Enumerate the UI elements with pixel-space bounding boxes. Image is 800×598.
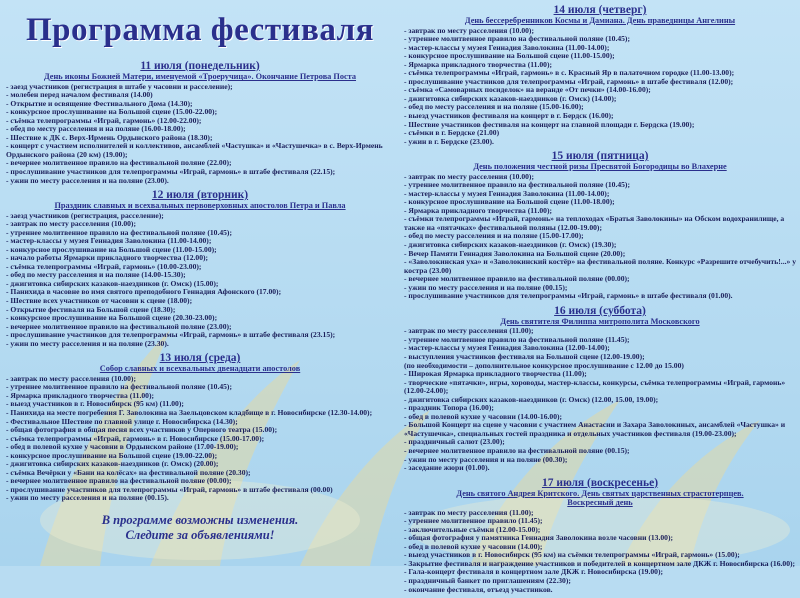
schedule-item: - утреннее молитвенное правило на фестивальной поляне (10.45);: [6, 227, 232, 237]
schedule-item: - утреннее молитвенное правило на фестивальной поляне (10.45);: [404, 180, 630, 190]
day-subtitle: День святого Андрея Критского. День святых царственных страстотерпцев.: [456, 488, 744, 498]
schedule-item: - заезд участников (регистрация, расселение);: [6, 210, 164, 220]
schedule-list: [404, 173, 796, 301]
schedule-item: - завтрак по месту расселения (11.00);: [404, 507, 534, 517]
schedule-item: - съёмка «Самоварных посиделок» на веранде «От печки» (14.00-16.00);: [404, 85, 651, 95]
day-heading: 14 июля (четверг): [553, 4, 647, 16]
schedule-item: (по необходимости – дополнительное конкурсное прослушивание с 12.00 до 15.00): [404, 360, 684, 370]
schedule-item: - завтрак по месту расселения (10.00);: [6, 219, 136, 229]
schedule-item: - концерт с участием исполнителей и коллективов, ансамблей «Частушка» и «Частушечка» в с. Верх-Ирмень Ордынского района (20 км) (19.00);: [6, 141, 383, 159]
schedule-item: - конкурсное прослушивание на Большой сцене (20.30-23.00);: [6, 313, 218, 323]
schedule-item: - обед по месту расселения и на поляне (15.00-17.00);: [404, 231, 584, 241]
day-july-12: [6, 189, 394, 348]
schedule-item: - ужин по месту расселения и на поляне (00.15).: [6, 493, 169, 503]
schedule-item: - заключительные съёмки (12.00-15.00);: [404, 524, 541, 534]
day-heading: 12 июля (вторник): [151, 189, 249, 202]
schedule-item: - прослушивание участников для телепрограммы «Играй, гармонь» в штабе фестиваля (00.00): [6, 484, 333, 494]
schedule-item: - вечернее молитвенное правило на фестивальной поляне (23.00);: [6, 321, 232, 331]
day-heading: 13 июля (среда): [159, 352, 241, 365]
schedule-list: [6, 375, 394, 503]
schedule-item: - общая фотография в общая песня всех участников у Оперного театра (15.00);: [6, 425, 278, 435]
day-july-14: [404, 4, 796, 146]
schedule-item: - завтрак по месту расселения (10.00);: [404, 25, 534, 35]
day-heading: 15 июля (пятница): [551, 150, 649, 163]
schedule-item: - мастер-классы у музея Геннадия Заволокина (11.00-14.00);: [404, 188, 610, 198]
schedule-item: - мастер-классы у музея Геннадия Заволокина (11.00-14.00);: [6, 236, 212, 246]
schedule-item: - Шествие всех участников от часовни к сцене (18.00);: [6, 296, 193, 306]
schedule-item: - выезд участников в г. Новосибирск (95 км) на съёмки телепрограммы «Играй, гармонь» (15.00);: [404, 550, 740, 560]
schedule-item: - обед по месту расселения и на поляне (16.00-18.00);: [6, 124, 186, 134]
schedule-item: - завтрак по месту расселения (10.00);: [404, 171, 534, 181]
schedule-item: - ужин по месту расселения и на поляне (00.30);: [404, 454, 568, 464]
schedule-item: - выступления участников фестиваля на Большой сцене (12.00-19.00);: [404, 352, 645, 361]
schedule-item: - выезд участников фестиваля на концерт в г. Бердск (16.00);: [404, 110, 614, 120]
schedule-item: - утреннее молитвенное правило на фестивальной поляне (10.45);: [6, 382, 232, 392]
schedule-item: - Вечер Памяти Геннадия Заволокина на Большой сцене (20.00);: [404, 248, 626, 258]
schedule-item: - заезд участников (регистрация в штабе у часовни и расселение);: [6, 81, 233, 91]
schedule-item: - прослушивание участников для телепрограммы «Играй, гармонь» в штабе фестиваля (22.15);: [6, 166, 336, 176]
day-subtitle: День положения честной ризы Пресвятой Богородицы во Влахерне: [473, 162, 727, 172]
schedule-item: - обед по месту расселения и на поляне (15.00-16.00);: [404, 102, 584, 112]
day-july-13: [6, 352, 394, 503]
schedule-item: - ужин по месту расселения и на поляне (23.00).: [6, 175, 169, 185]
schedule-item: - конкурсное прослушивание на Большой сцене (19.00-22.00);: [6, 450, 218, 460]
schedule-item: - молебен перед началом фестиваля (14.00): [6, 90, 153, 100]
page-title: Программа фестиваля: [25, 12, 375, 48]
schedule-item: - завтрак по месту расселения (11.00);: [404, 326, 534, 336]
schedule-item: - праздничный банкет по приглашениям (22.30);: [404, 576, 571, 586]
schedule-item: - утреннее молитвенное правило на фестивальной поляне (10.45);: [404, 34, 630, 44]
schedule-list: [404, 509, 796, 594]
schedule-item: - Открытие фестиваля на Большой сцене (18.30);: [6, 304, 176, 314]
schedule-item: - съёмка телепрограммы «Играй, гармонь» в г. Новосибирске (15.00-17.00);: [6, 433, 265, 443]
schedule-item: - Закрытие фестиваля и награждение участников и победителей в концертном зале ДКЖ г. Новосибирска (16.00);: [404, 558, 796, 568]
day-july-11: [6, 60, 394, 185]
schedule-item: - мастер-классы у музея Геннадия Заволокина (12.00-14.00);: [404, 343, 610, 353]
day-heading: 17 июля (воскресенье): [541, 476, 659, 489]
schedule-item: - конкурсное прослушивание на Большой сцене (11.00-15.00);: [6, 244, 217, 254]
schedule-item: - Ярмарка прикладного творчества (11.00);: [404, 59, 552, 69]
schedule-item: - праздник Топора (16.00);: [404, 403, 494, 413]
schedule-item: - съёмки в г. Бердске (21.00): [404, 128, 500, 138]
schedule-item: - съёмка телепрограммы «Играй, гармонь» в с. Красный Яр в палаточном городке (11.00-13.00);: [404, 68, 735, 78]
schedule-item: - обед в полевой кухне у часовни в Ордынском районе (17.00-19.00);: [6, 442, 239, 452]
schedule-item: - вечернее молитвенное правило на фестивальной поляне (00.00);: [6, 476, 232, 486]
schedule-list: [6, 83, 394, 186]
changes-note: [6, 513, 394, 543]
schedule-item: - конкурсное прослушивание на Большой сцене (11.00-18.00);: [404, 197, 615, 207]
schedule-item: - прослушивание участников для телепрограммы «Играй, гармонь» в штабе фестиваля (23.15);: [6, 330, 336, 340]
note-line: В программе возможны изменения.: [101, 513, 299, 528]
schedule-item: - прослушивание участников для телепрограммы «Играй, гармонь» в штабе фестиваля (12.00);: [404, 76, 734, 86]
schedule-item: - творческие «пятачки», игры, хороводы, мастер-классы, конкурсы, съёмка телепрограммы «Играй, гармонь» (12.00-24.00);: [404, 377, 786, 396]
schedule-item: - обед по месту расселения и на поляне (14.00-15.30);: [6, 270, 186, 280]
schedule-list: [404, 27, 796, 147]
schedule-item: - мастер-классы у музея Геннадия Заволокина (11.00-14.00);: [404, 42, 610, 52]
schedule-item: - утреннее молитвенное правило (11.45);: [404, 516, 543, 526]
schedule-item: - обед в полевой кухне у часовни (14.00-16.00);: [404, 411, 563, 421]
schedule-item: - вечернее молитвенное правило на фестивальной поляне (22.00);: [6, 158, 232, 168]
schedule-item: - конкурсное прослушивание на Большой сцене (15.00-22.00);: [6, 107, 218, 117]
schedule-item: - ужин по месту расселения и на поляне (00.15);: [404, 282, 568, 292]
schedule-item: - Широкая Ярмарка прикладного творчества (11.00);: [404, 369, 587, 379]
right-column: [404, 4, 796, 598]
schedule-item: - окончание фестиваля, отъезд участников.: [404, 584, 553, 594]
schedule-item: - джигитовка сибирских казаков-наездников (г. Омск) (15.00);: [6, 278, 219, 288]
schedule-item: - джигитовка сибирских казаков-наездников (г. Омск) (19.30);: [404, 240, 617, 250]
schedule-item: - Ярмарка прикладного творчества (11.00);: [6, 390, 154, 400]
schedule-item: - обед в полевой кухне у часовни (14.00);: [404, 541, 543, 551]
schedule-item: - Шествие участников фестиваля на концерт на главной площади г. Бердска (19.00);: [404, 119, 695, 129]
schedule-item: - вечернее молитвенное правило на фестивальной поляне (00.15);: [404, 446, 630, 456]
schedule-item: - джигитовка сибирских казаков-наездников (г. Омск) (12.00, 15.00, 19.00);: [404, 394, 659, 404]
schedule-item: - Фестивальное Шествие по главной улице г. Новосибирска (14.30);: [6, 416, 238, 426]
schedule-item: - прослушивание участников для телепрограммы «Играй, гармонь» в штабе фестиваля (01.00).: [404, 291, 733, 301]
schedule-item: - съёмка Вечёрки у «Бани на колёсах» на фестивальной поляне (20.30);: [6, 467, 251, 477]
day-subtitle: Собор славных и всехвальных двенадцати апостолов: [99, 364, 301, 374]
note-line: Следите за объявлениями!: [125, 528, 275, 543]
day-subtitle: Праздник славных и всехвальных первоверховных апостолов Петра и Павла: [54, 201, 346, 211]
schedule-item: - съёмка телепрограммы «Играй, гармонь» (12.00-22.00);: [6, 115, 202, 125]
day-subtitle: День иконы Божией Матери, именуемой «Троеручица». Окончание Петрова Поста: [43, 72, 357, 81]
schedule-item: - «Заволокинская уха» и «Заволокинский костёр» на фестивальной поляне. Конкурс «Разрешите отчебучить!...» у костра (23.00): [404, 257, 796, 275]
schedule-item: - утреннее молитвенное правило на фестивальной поляне (11.45);: [404, 334, 630, 344]
schedule-item: - Панихида в часовне во имя святого преподобного Геннадия Афонского (17.00);: [6, 287, 282, 297]
schedule-item: - Шествие к ДК с. Верх-Ирмень Ордынского района (18.30);: [6, 132, 213, 142]
schedule-item: - выезд участников в г. Новосибирск (95 км) (11.00);: [6, 399, 184, 409]
schedule-item: - съёмки телепрограммы «Играй, гармонь» на теплоходах «Братья Заволокины» на Обском водохранилище, а также на «пятачках» фестивальной поляны (12.00-19.00);: [404, 214, 785, 232]
day-july-17: [404, 477, 796, 594]
day-july-16: [404, 305, 796, 473]
day-july-15: [404, 150, 796, 301]
day-heading: 11 июля (понедельник): [140, 60, 260, 72]
schedule-item: - Панихида на месте погребения Г. Заволокина на Заельцовском кладбище в г. Новосибирске (12.30-14.00);: [6, 408, 373, 417]
schedule-item: - ужин по месту расселения и на поляне (23.30).: [6, 338, 169, 348]
schedule-item: - вечернее молитвенное правило на фестивальной поляне (00.00);: [404, 274, 630, 284]
schedule-item: - съёмка телепрограммы «Играй, гармонь» (10.00-23.00);: [6, 261, 202, 271]
left-column: [6, 4, 394, 543]
schedule-item: - праздничный салют (23.00);: [404, 437, 505, 447]
day-subtitle: День святителя Филиппа митрополита Московского: [500, 316, 700, 326]
schedule-item: - завтрак по месту расселения (10.00);: [6, 373, 136, 383]
schedule-item: - заседание жюри (01.00).: [404, 463, 490, 473]
day-heading: 16 июля (суббота): [554, 304, 646, 317]
schedule-item: - джигитовка сибирских казаков-наездников (г. Омск) (14.00);: [404, 93, 617, 103]
schedule-item: - джигитовка сибирских казаков-наездников (г. Омск) (20.00);: [6, 459, 219, 469]
day-subtitle: День бессеребренников Космы и Дамиана. День праведницы Ангелины: [464, 16, 736, 25]
day-subtitle: Воскресный день: [567, 498, 633, 508]
schedule-item: - Открытие и освящение Фестивального Дома (14.30);: [6, 98, 193, 108]
schedule-item: - Ярмарка прикладного творчества (11.00);: [404, 205, 552, 215]
schedule-item: - начало работы Ярмарки прикладного творчества (12.00);: [6, 253, 209, 263]
schedule-list: [404, 327, 796, 472]
schedule-list: [6, 212, 394, 349]
schedule-item: - ужин в г. Бердске (23.00).: [404, 136, 494, 146]
schedule-item: - Большой Концерт на сцене у часовни с участием Анастасии и Захара Заволокиных, ансамблей «Частушка» и «Частушечка», специальных гостей праздника и отдельных участников фестиваля (19.00-23.00);: [404, 420, 786, 438]
schedule-item: - общая фотография у памятника Геннадия Заволокина возле часовни (13.00);: [404, 533, 674, 543]
schedule-item: - Гала-концерт фестиваля в концертном зале ДКЖ г. Новосибирска (19.00);: [404, 567, 664, 577]
schedule-item: - конкурсное прослушивание на Большой сцене (11.00-15.00);: [404, 51, 615, 61]
